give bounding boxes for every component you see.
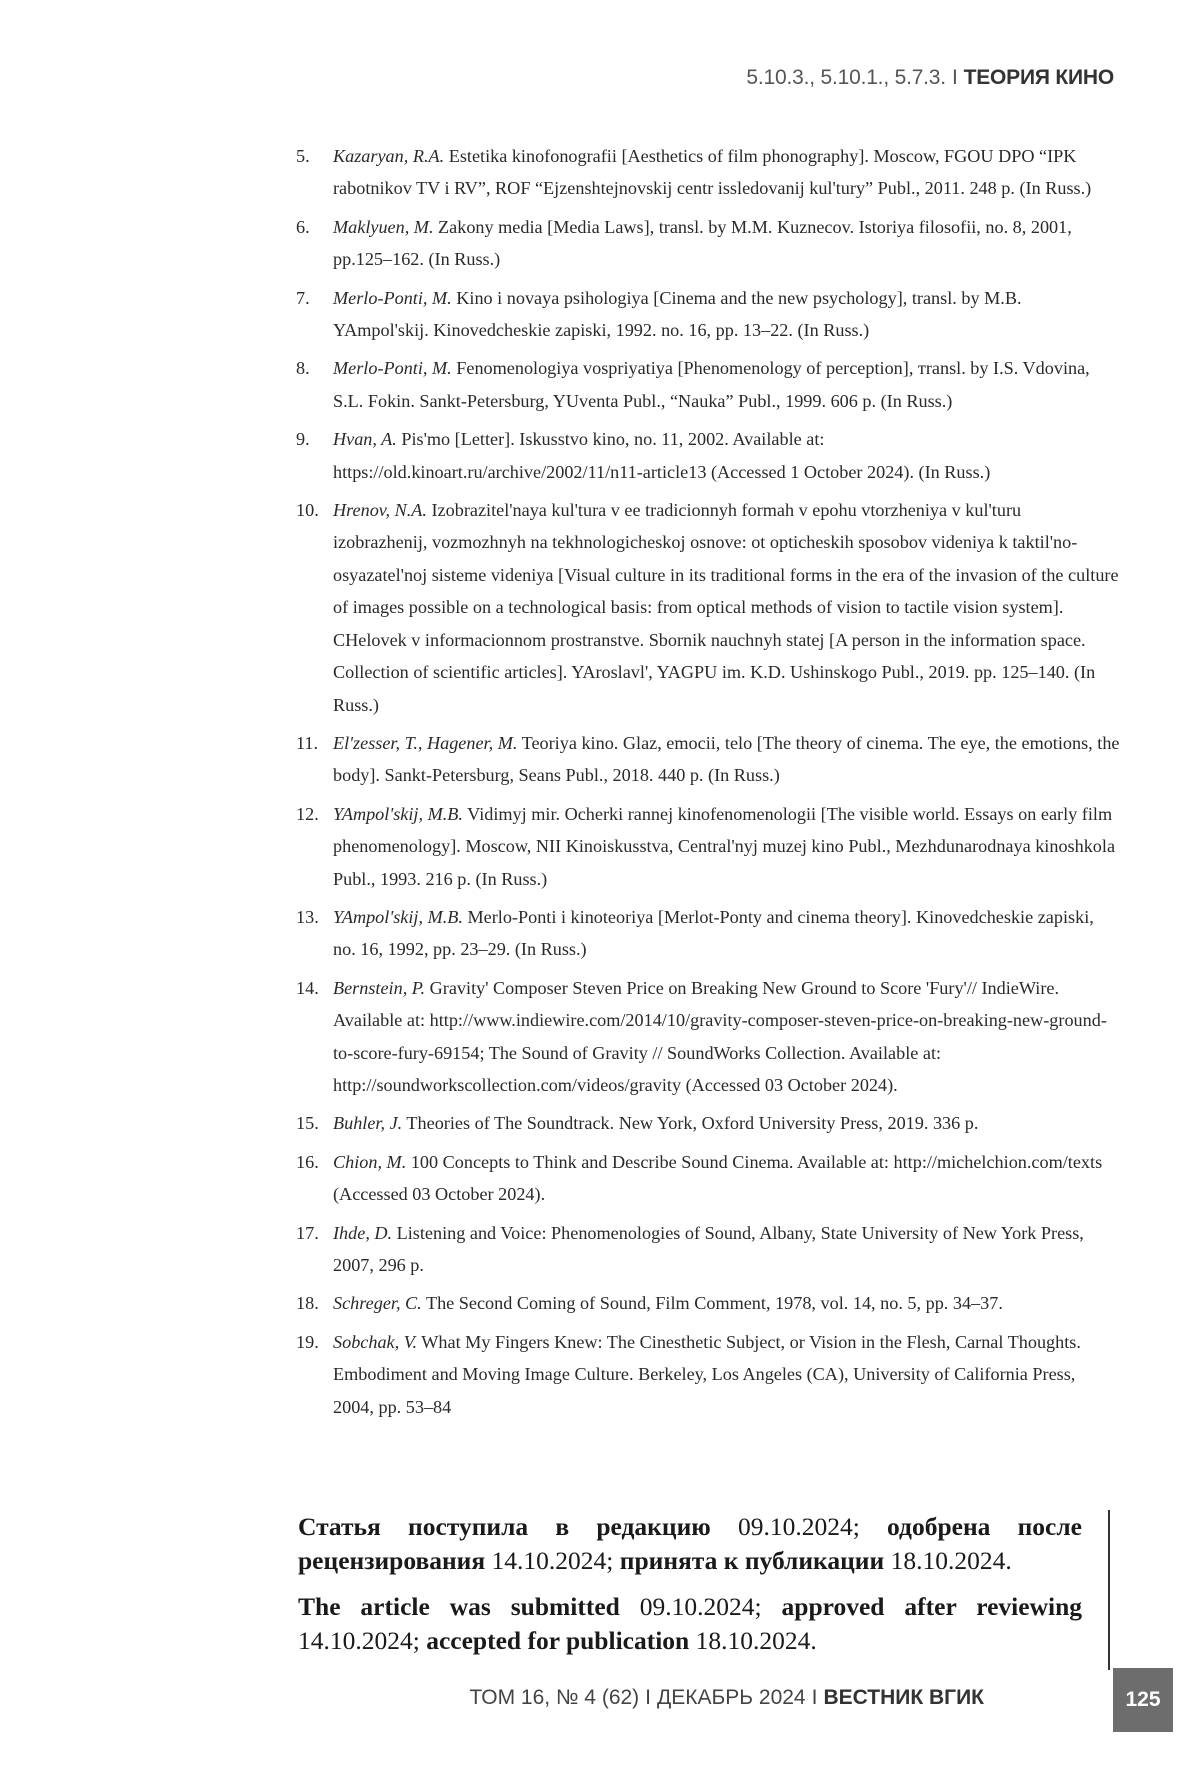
reference-item	[296, 972, 1120, 1102]
reference-number: 10.	[296, 500, 319, 521]
reference-author: Hrenov, N.A.	[333, 500, 427, 521]
rubric-codes: 5.10.3., 5.10.1., 5.7.3.	[746, 66, 946, 89]
reference-author: Hvan, A.	[333, 429, 397, 450]
reference-number: 17.	[296, 1222, 319, 1243]
reference-text: Estetika kinofonografii [Aesthetics of film phonography]. Moscow, FGOU DPO “IPK rabotnikov TV i RV”, ROF “Ejzenshtejnovskij centr issledovanij kul'tury” Publ., 2011. 248 p. (In Russ.)	[333, 146, 1092, 199]
reference-list	[296, 140, 1120, 1429]
footer-separator-1: I	[645, 1686, 652, 1709]
reference-text: 100 Concepts to Think and Describe Sound Cinema. Available at: http://michelchion.com/texts (Accessed 03 October 2024).	[333, 1151, 1103, 1205]
approved-date-en: 14.10.2024;	[298, 1626, 420, 1655]
reference-number: 12.	[296, 803, 319, 824]
reference-number: 7.	[296, 287, 310, 308]
reference-item	[296, 727, 1120, 792]
reference-number: 15.	[296, 1113, 319, 1134]
approved-label-ru: одобрена после рецензирования	[298, 1512, 1082, 1575]
reference-number: 16.	[296, 1151, 319, 1172]
reference-item	[296, 1326, 1120, 1423]
header-separator: I	[951, 66, 958, 89]
reference-text: Vidimyj mir. Ocherki rannej kinofenomenologii [The visible world. Essays on early film phenomenology]. Moscow, NII Kinoiskusstva, Central'nyj muzej kino Publ., Mezhdunarodnaya kinoshkola Publ., 1993. 216 p. (In Russ.)	[333, 803, 1116, 889]
reference-item	[296, 1107, 1120, 1139]
reference-item	[296, 1287, 1120, 1319]
journal-title: ВЕСТНИК ВГИК	[823, 1686, 984, 1709]
reference-text: Listening and Voice: Phenomenologies of Sound, Albany, State University of New York Press, 2007, 296 p.	[333, 1222, 1084, 1275]
reference-item	[296, 1217, 1120, 1282]
reference-number: 6.	[296, 216, 310, 237]
reference-item	[296, 494, 1120, 721]
reference-author: Sobchak, V.	[333, 1331, 418, 1352]
reference-text: The Second Coming of Sound, Film Comment, 1978, vol. 14, no. 5, pp. 34–37.	[425, 1293, 1003, 1314]
reference-number: 9.	[296, 429, 310, 450]
submitted-label-ru: Статья поступила в редакцию	[298, 1512, 711, 1541]
accepted-date-ru: 18.10.2024.	[890, 1546, 1012, 1575]
submitted-date-en: 09.10.2024;	[639, 1592, 762, 1621]
reference-text: Gravity' Composer Steven Price on Breaking New Ground to Score 'Fury'// IndieWire. Available at: http://www.indiewire.com/2014/10/gravity-composer-steven-price-on-breaking-new-ground-to-score-fury-69154; The Sound of Gravity // SoundWorks Collection. Available at: http://soundworkscollection.com/videos/gravity (Accessed 03 October 2024).	[333, 977, 1107, 1095]
footer-separator-2: I	[811, 1686, 818, 1709]
reference-text: Pis'mo [Letter]. Iskusstvo kino, no. 11, 2002. Available at: https://old.kinoart.ru/archive/2002/11/n11-article13 (Accessed 1 October 2024). (In Russ.)	[333, 429, 991, 482]
reference-number: 11.	[296, 732, 319, 753]
running-footer	[469, 1686, 984, 1710]
issue-info: ТОМ 16, № 4 (62)	[469, 1686, 640, 1709]
reference-item	[296, 1146, 1120, 1211]
reference-text: Zakony media [Media Laws], transl. by M.M. Kuznecov. Istoriya filosofii, no. 8, 2001, pp.125–162. (In Russ.)	[333, 216, 1072, 270]
reference-number: 8.	[296, 358, 310, 379]
reference-author: Buhler, J.	[333, 1113, 403, 1134]
reference-author: Bernstein, P.	[333, 977, 426, 998]
submitted-label-en: The article was submitted	[298, 1592, 620, 1621]
reference-item	[296, 798, 1120, 895]
reference-text: Theories of The Soundtrack. New York, Oxford University Press, 2019. 336 p.	[406, 1113, 979, 1134]
reference-item	[296, 282, 1120, 347]
submission-dates-block	[298, 1510, 1110, 1670]
reference-item	[296, 352, 1120, 417]
submitted-date-ru: 09.10.2024;	[737, 1512, 860, 1541]
reference-item	[296, 211, 1120, 276]
reference-text: Fenomenologiya vospriyatiya [Phenomenology of perception], тransl. by I.S. Vdovina, S.L. Fokin. Sankt-Petersburg, YUventa Publ., “Nauka” Publ., 1999. 606 p. (In Russ.)	[333, 358, 1090, 411]
accepted-date-en: 18.10.2024.	[695, 1626, 817, 1655]
section-title: ТЕОРИЯ КИНО	[963, 66, 1114, 89]
reference-text: Izobrazitel'naya kul'tura v ee tradicionnyh formah v epohu vtorzheniya v kul'turu izobrazhenij, vozmozhnyh na tekhnologicheskoj osnove: ot opticheskih sposobov videniya k taktil'no-osyazatel'noj sisteme videniya [Visual culture in its traditional forms in the era of the invasion of the culture of images possible on a technological basis: from optical methods of vision to tactile vision system]. CHelovek v informacionnom prostranstve. Sbornik nauchnyh statej [A person in the information space. Collection of scientific articles]. YAroslavl', YAGPU im. K.D. Ushinskogo Publ., 2019. pp. 125–140. (In Russ.)	[333, 500, 1119, 715]
reference-author: El'zesser, T., Hagener, M.	[333, 732, 518, 753]
reference-author: Kazaryan, R.A.	[333, 146, 445, 166]
running-header	[746, 66, 1114, 90]
page-number: 125	[1113, 1668, 1173, 1732]
reference-text: What My Fingers Knew: The Cinesthetic Subject, or Vision in the Flesh, Carnal Thoughts. Embodiment and Moving Image Culture. Berkeley, Los Angeles (CA), University of California Press, 2004, pp. 53–84	[333, 1331, 1081, 1417]
approved-label-en: approved after reviewing	[781, 1592, 1082, 1621]
reference-text: Merlo-Ponti i kinoteoriya [Merlot-Ponty and cinema theory]. Kinovedcheskie zapiski, no. 16, 1992, pp. 23–29. (In Russ.)	[333, 906, 1094, 960]
reference-author: Ihde, D.	[333, 1222, 393, 1243]
reference-author: Maklyuen, M.	[333, 216, 434, 237]
submission-dates-en	[298, 1590, 1082, 1658]
reference-author: Chion, M.	[333, 1151, 407, 1172]
reference-author: Schreger, C.	[333, 1293, 422, 1314]
reference-text: Teoriya kino. Glaz, emocii, telo [The theory of cinema. The eye, the emotions, the body]. Sankt-Petersburg, Seans Publ., 2018. 440 p. (In Russ.)	[333, 732, 1120, 786]
reference-number: 14.	[296, 977, 319, 998]
reference-item	[296, 423, 1120, 488]
approved-date-ru: 14.10.2024;	[491, 1546, 614, 1575]
reference-item	[296, 901, 1120, 966]
reference-author: YAmpol'skij, M.B.	[333, 906, 463, 927]
reference-item	[296, 140, 1120, 205]
reference-number: 13.	[296, 906, 319, 927]
reference-number: 5.	[296, 146, 310, 166]
reference-number: 18.	[296, 1293, 319, 1314]
accepted-label-en: accepted for publication	[426, 1626, 690, 1655]
submission-dates-ru	[298, 1510, 1082, 1578]
issue-month: ДЕКАБРЬ 2024	[657, 1686, 806, 1709]
reference-author: Merlo-Ponti, M.	[333, 358, 452, 379]
reference-number: 19.	[296, 1331, 319, 1352]
accepted-label-ru: принята к публикации	[619, 1546, 885, 1575]
reference-author: Merlo-Ponti, M.	[333, 287, 452, 308]
reference-text: Kino i novaya psihologiya [Cinema and the new psychology], transl. by M.B. YAmpol'skij. Kinovedcheskie zapiski, 1992. no. 16, pp. 13–22. (In Russ.)	[333, 287, 1022, 341]
reference-author: YAmpol'skij, M.B.	[333, 803, 463, 824]
